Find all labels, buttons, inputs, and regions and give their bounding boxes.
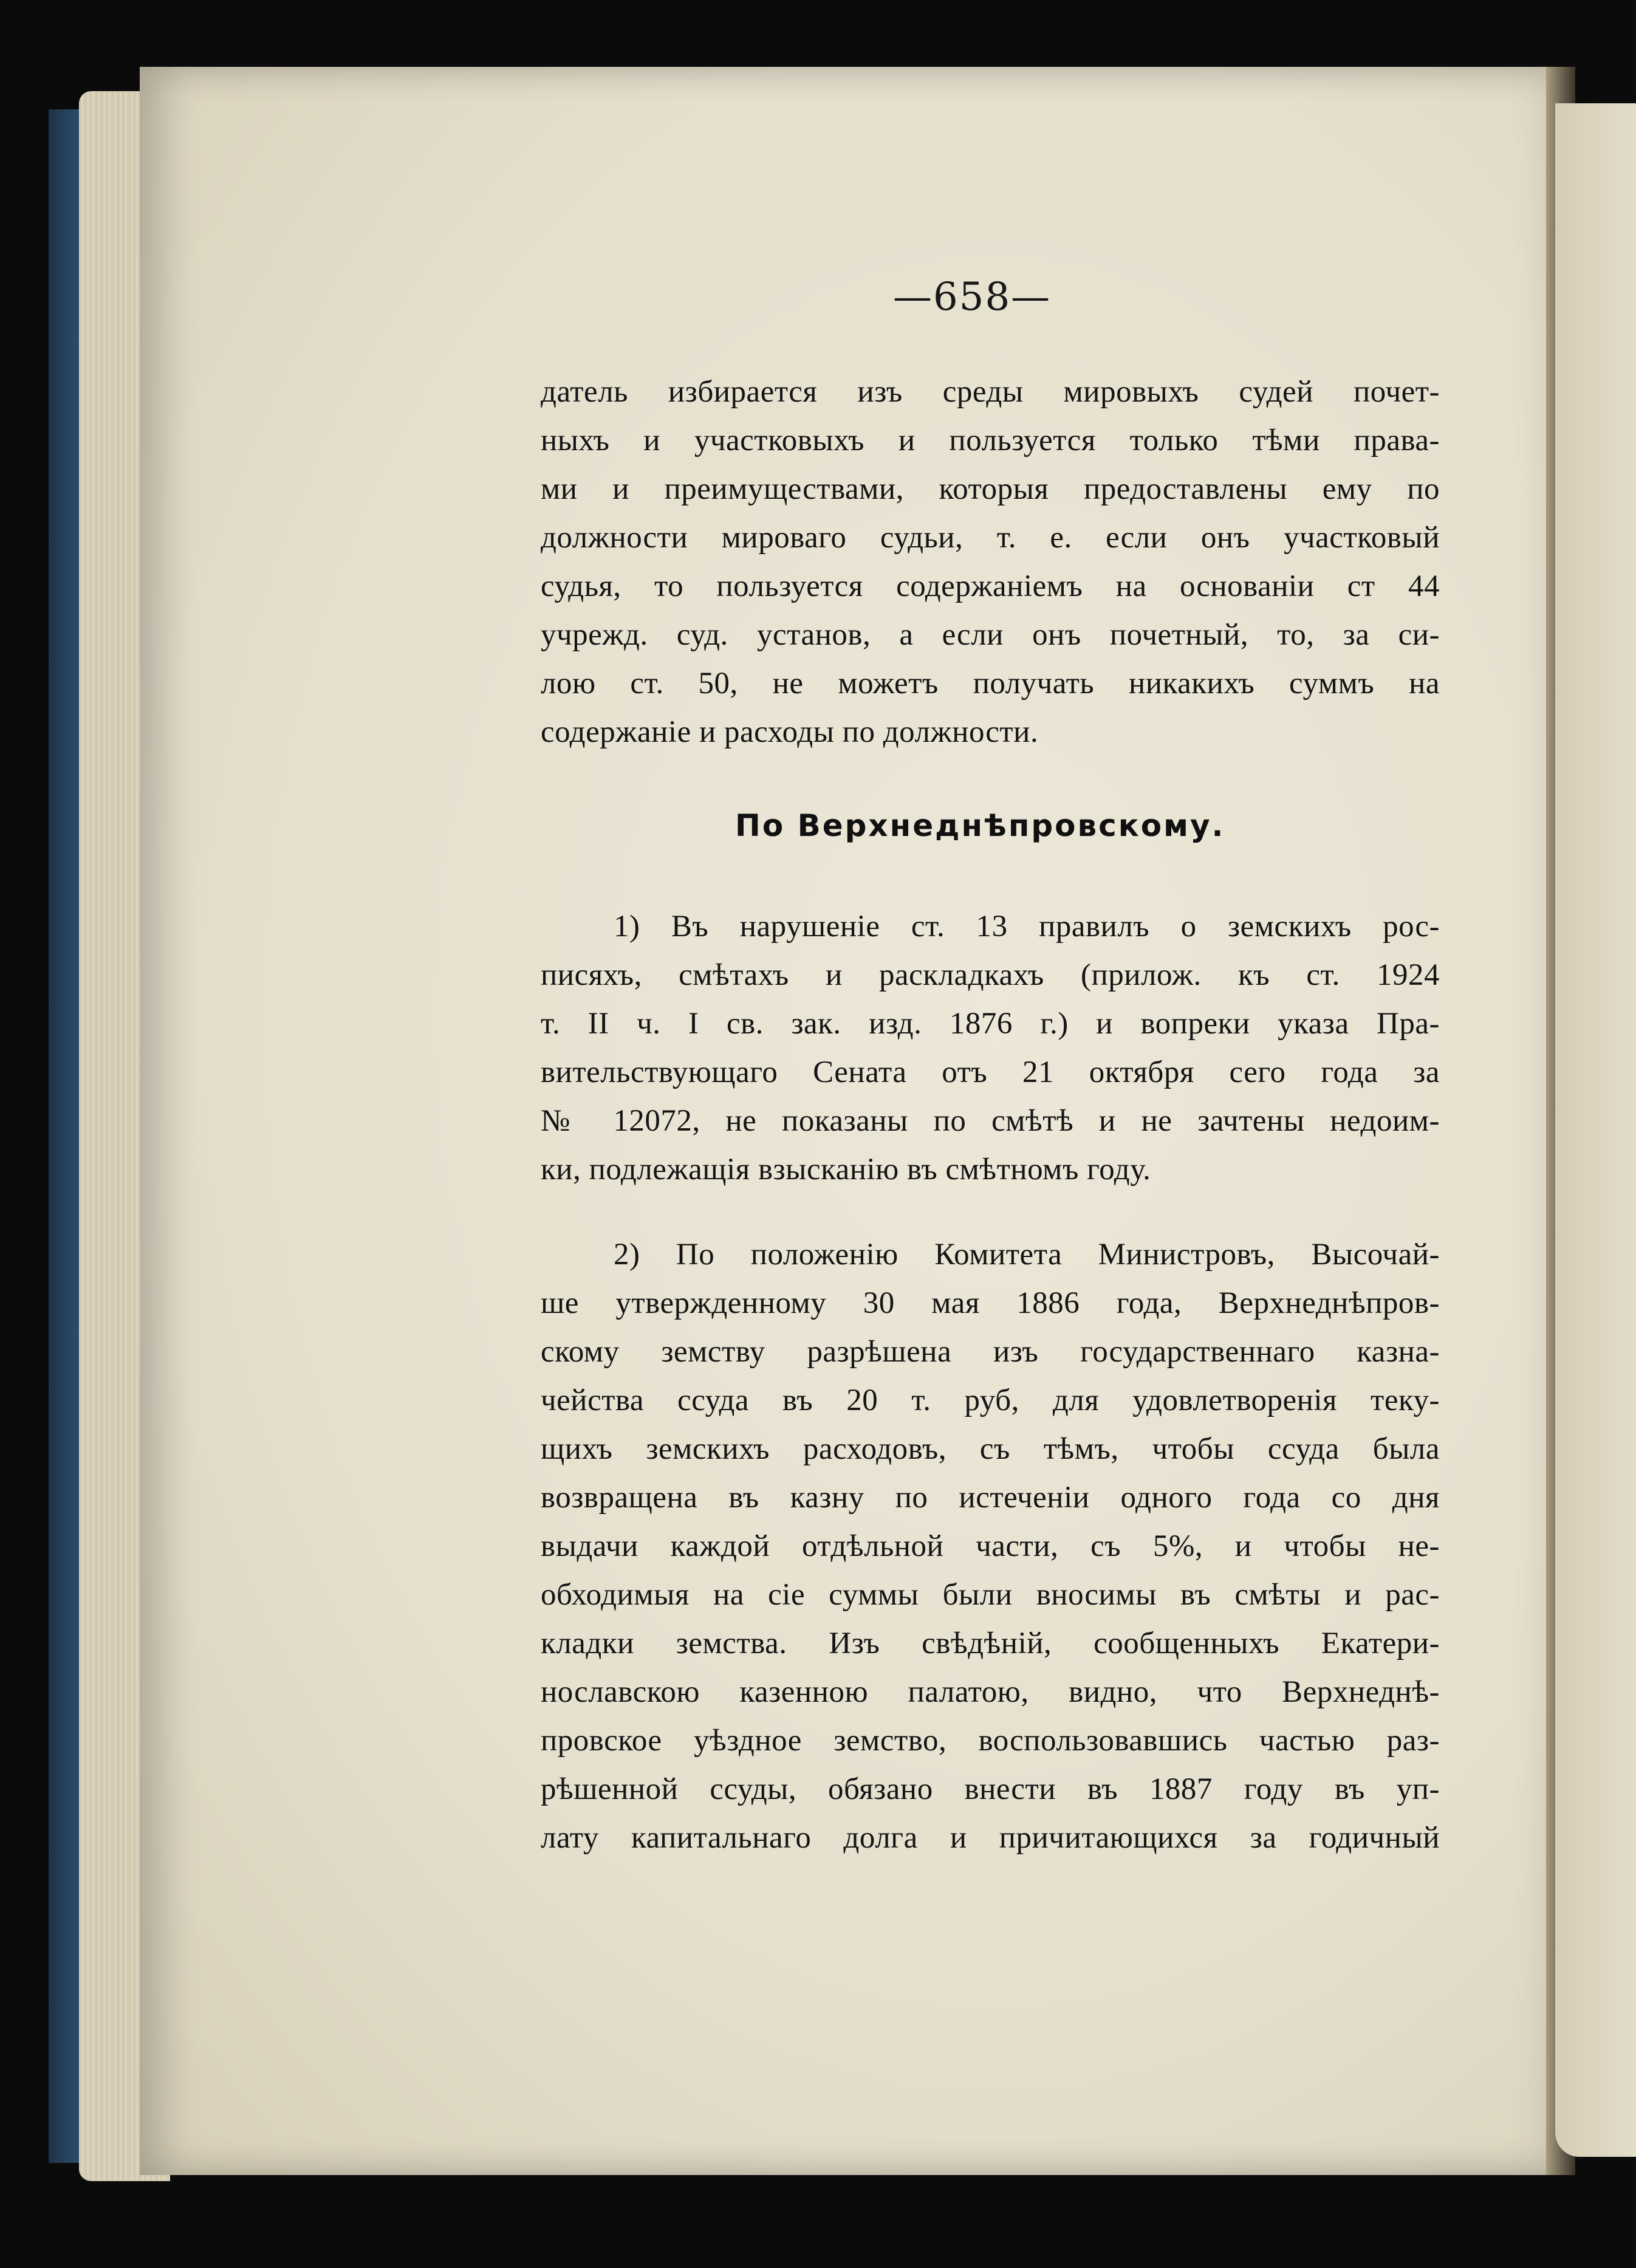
text-line: выдачи каждой отдѣльной части, съ 5%, и чтобы не- [541, 1529, 1440, 1563]
text-line: лату капитальнаго долга и причитающихся за годичный [541, 1821, 1440, 1855]
text-line: т. II ч. I св. зак. изд. 1876 г.) и вопреки указа Пра- [541, 1007, 1440, 1041]
section-heading: По Верхнеднѣпровскому. [735, 808, 1225, 843]
text-line: лою ст. 50, не можетъ получать никакихъ суммъ на [541, 666, 1440, 701]
text-line: возвращена въ казну по истеченіи одного года со дня [541, 1481, 1440, 1515]
text-line: чейства ссуда въ 20 т. руб, для удовлетворенія теку- [541, 1383, 1440, 1417]
text-line: ныхъ и участковыхъ и пользуется только тѣми права- [541, 423, 1440, 457]
text-line: провское уѣздное земство, воспользовавшись частью раз- [541, 1724, 1440, 1758]
text-line: учрежд. суд. установ, а если онъ почетный, то, за си- [541, 618, 1440, 652]
text-line: ми и преимуществами, которыя предоставлены ему по [541, 472, 1440, 506]
text-line: должности мироваго судьи, т. е. если онъ участковый [541, 521, 1440, 555]
text-line: датель избирается изъ среды мировыхъ судей почет- [541, 375, 1440, 409]
text-line: писяхъ, смѣтахъ и раскладкахъ (прилож. къ ст. 1924 [541, 958, 1440, 992]
text-line: кладки земства. Изъ свѣдѣній, сообщенныхъ Екатери- [541, 1626, 1440, 1660]
text-line: ки, подлежащія взысканію въ смѣтномъ году. [541, 1153, 1151, 1187]
facing-page-edge [1555, 103, 1636, 2157]
text-line: нославскою казенною палатою, видно, что Верхнеднѣ- [541, 1675, 1440, 1709]
text-line: рѣшенной ссуды, обязано внести въ 1887 году въ уп- [541, 1772, 1440, 1806]
text-line: ше утвержденному 30 мая 1886 года, Верхнеднѣпров- [541, 1286, 1440, 1320]
text-line: 2) По положенію Комитета Министровъ, Высочай- [614, 1238, 1440, 1272]
text-line: обходимыя на сіе суммы были вносимы въ смѣты и рас- [541, 1578, 1440, 1612]
text-line: щихъ земскихъ расходовъ, съ тѣмъ, чтобы ссуда была [541, 1432, 1440, 1466]
text-line: № 12072, не показаны по смѣтѣ и не зачтены недоим- [541, 1104, 1440, 1138]
text-line: содержаніе и расходы по должности. [541, 715, 1039, 749]
page-number: —658— [893, 275, 1052, 320]
text-line: судья, то пользуется содержаніемъ на основаніи ст 44 [541, 569, 1440, 603]
text-line: вительствующаго Сената отъ 21 октября сего года за [541, 1055, 1440, 1089]
text-line: 1) Въ нарушеніе ст. 13 правилъ о земскихъ рос- [614, 910, 1440, 944]
text-line: скому земству разрѣшена изъ государственнаго казна- [541, 1335, 1440, 1369]
